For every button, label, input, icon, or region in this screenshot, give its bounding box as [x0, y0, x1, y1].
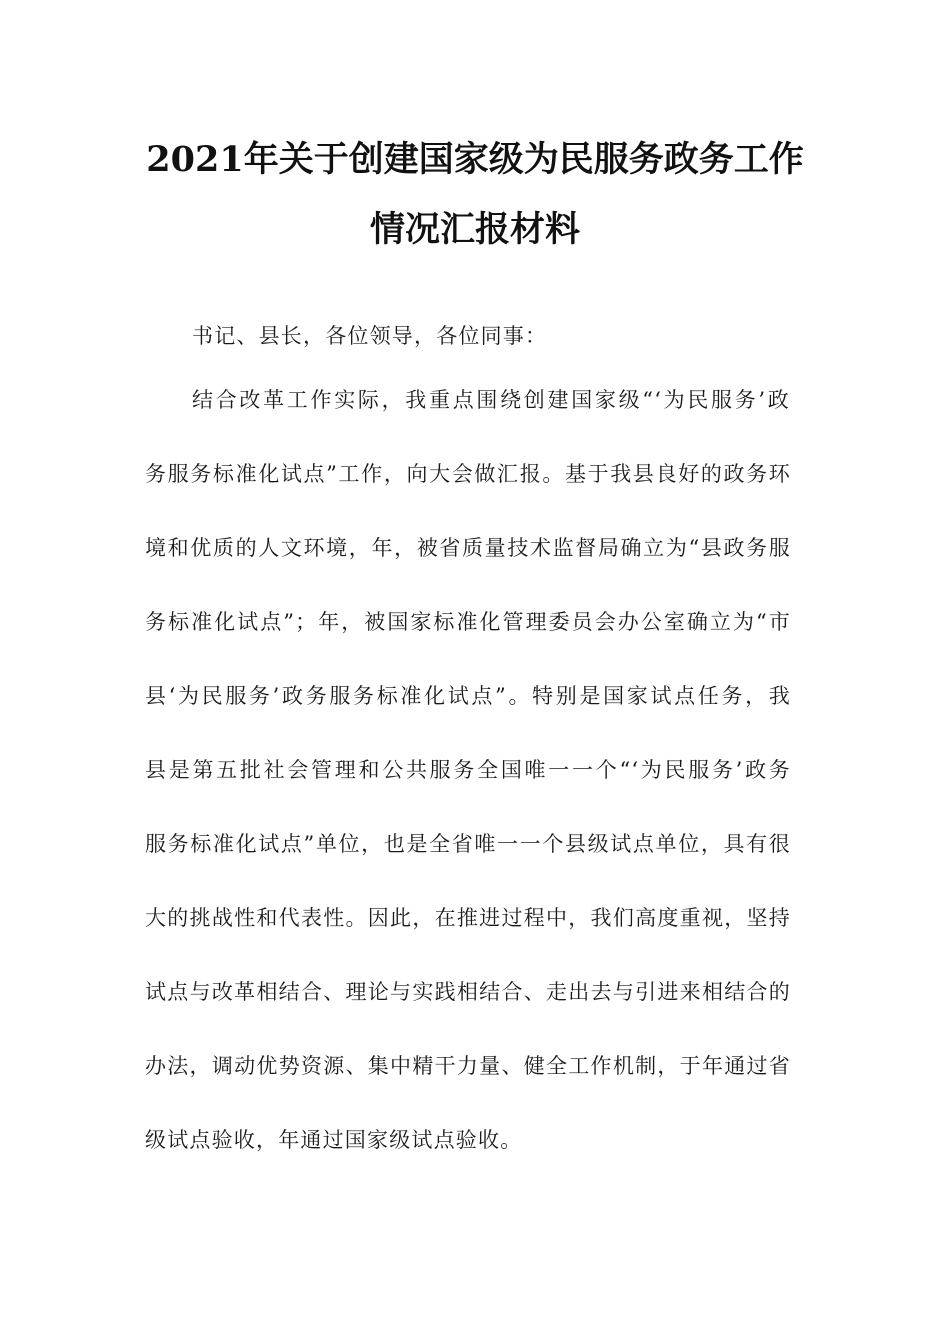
paragraph-line-2: 务服务标准化试点”工作，向大会做汇报。基于我县良好的政务环: [145, 462, 791, 486]
paragraph-line-7: 服务标准化试点”单位，也是全省唯一一个县级试点单位，具有很: [145, 832, 791, 856]
paragraph-line-9: 试点与改革相结合、理论与实践相结合、走出去与引进来相结合的: [145, 980, 791, 1004]
paragraph-line-11: 级试点验收，年通过国家级试点验收。: [145, 1128, 523, 1152]
paragraph-line-3: 境和优质的人文环境，年，被省质量技术监督局确立为“县政务服: [145, 536, 791, 560]
paragraph-line-6: 县是第五批社会管理和公共服务全国唯一一个“‘为民服务’政务: [145, 758, 791, 782]
document-title-line-2: 情况汇报材料: [369, 209, 580, 250]
paragraph-line-5: 县‘为民服务’政务服务标准化试点”。特别是国家试点任务，我: [145, 684, 791, 708]
paragraph-line-10: 办法，调动优势资源、集中精干力量、健全工作机制，于年通过省: [145, 1054, 791, 1078]
paragraph-line-1: 结合改革工作实际，我重点围绕创建国家级“‘为民服务’政: [192, 388, 790, 412]
paragraph-line-8: 大的挑战性和代表性。因此，在推进过程中，我们高度重视，坚持: [145, 906, 791, 930]
salutation: 书记、县长，各位领导，各位同事：: [192, 324, 548, 348]
paragraph-line-4: 务标准化试点”；年，被国家标准化管理委员会办公室确立为“市: [145, 610, 791, 634]
document-title-line-1: 2021年关于创建国家级为民服务政务工作: [146, 139, 804, 180]
